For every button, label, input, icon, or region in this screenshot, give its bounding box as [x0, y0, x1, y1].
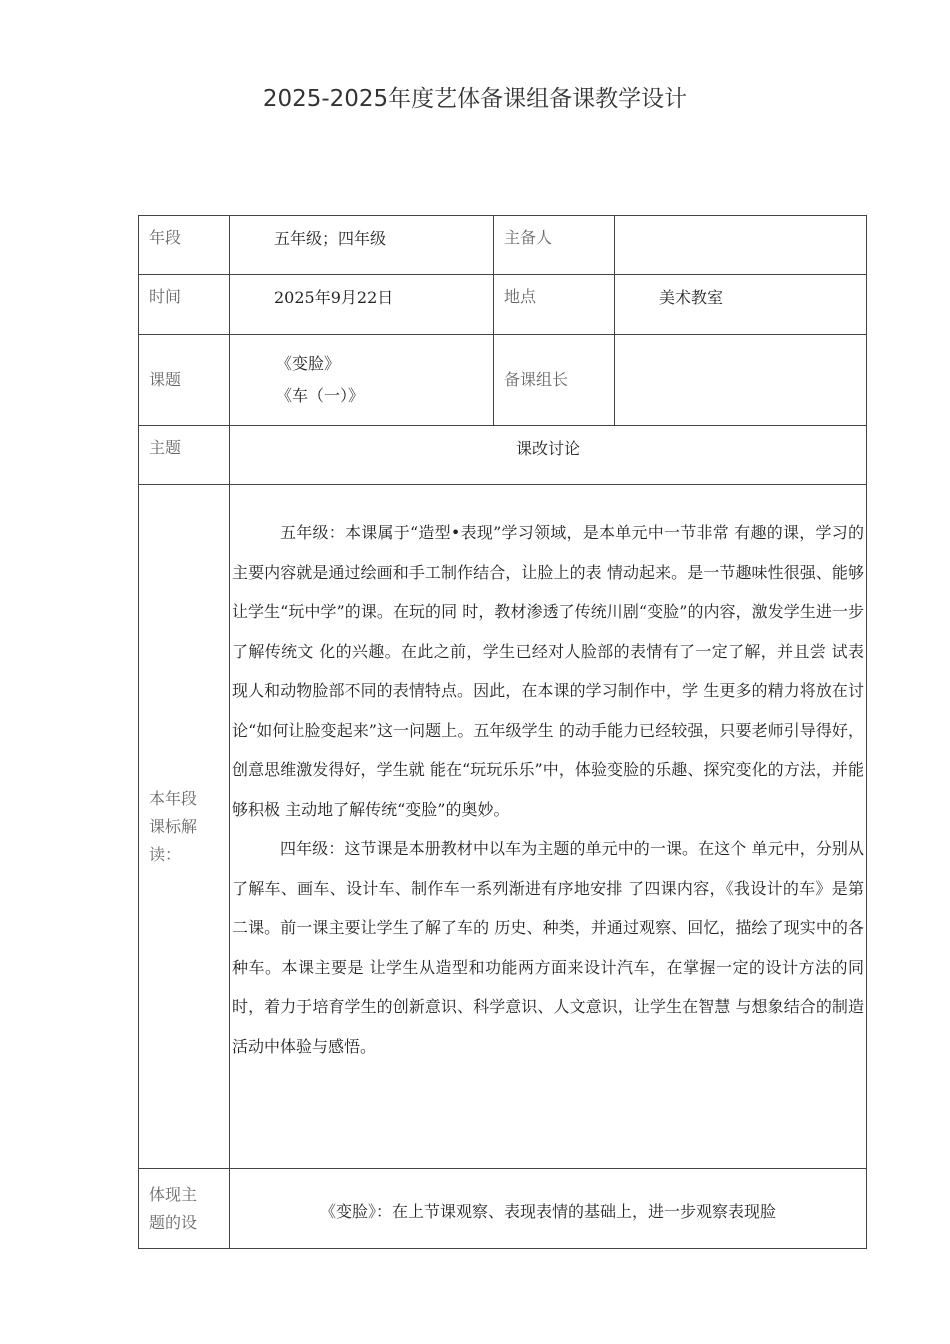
group-leader-value [615, 335, 867, 426]
lesson-plan-table [138, 215, 867, 1249]
row-grade [139, 216, 867, 275]
row-topic [139, 426, 867, 485]
grade5-paragraph: 五年级：本课属于“造型•表现”学习领域，是本单元中一节非常 有趣的课，学习的主要内容就是通过绘画和手工制作结合，让脸上的表 情动起来。是一节趣味性很强、能够让学生“玩中学”的课。在玩的同 时，教材渗透了传统川剧“变脸”的内容，激发学生进一步了解传统文 化的兴趣。在此之前，学生已经对人脸部的表情有了一定了解，并且尝 试表现人和动物脸部不同的表情特点。因此，在本课的学习制作中，学 生更多的精力将放在讨论“如何让脸变起来”这一问题上。五年级学生 的动手能力已经较强，只要老师引导得好，创意思维激发得好，学生就 能在“玩玩乐乐”中，体验变脸的乐趣、探究变化的方法，并能够积极 主动地了解传统“变脸”的奥妙。 [232, 523, 864, 819]
row-standards [139, 485, 867, 1169]
design-value: 《变脸》：在上节课观察、表现表情的基础上，进一步观察表现脸 [230, 1169, 867, 1249]
lesson-title-2: 《车（一）》 [276, 386, 365, 405]
group-leader-label: 备课组长 [494, 335, 615, 426]
document-title: 2025-2025年度艺体备课组备课教学设计 [262, 86, 688, 112]
lesson-label: 课题 [139, 335, 230, 426]
lesson-value [230, 335, 494, 426]
row-time [139, 275, 867, 335]
time-label: 时间 [139, 275, 230, 335]
standards-content [230, 485, 867, 1169]
standards-label [139, 485, 230, 1169]
design-label-line-1: 体现主 [149, 1184, 198, 1204]
design-label-line-2: 题的设 [149, 1212, 198, 1232]
row-design [139, 1169, 867, 1249]
lead-preparer-value [615, 216, 867, 275]
topic-value: 课改讨论 [230, 426, 867, 485]
row-lesson [139, 335, 867, 426]
design-label [139, 1169, 230, 1249]
topic-label: 主题 [139, 426, 230, 485]
standards-label-line-3: 读： [149, 844, 182, 864]
standards-label-line-2: 课标解 [149, 816, 198, 836]
grade-value: 五年级；四年级 [230, 216, 494, 275]
grade4-paragraph: 四年级：这节课是本册教材中以车为主题的单元中的一课。在这个 单元中，分别从了解车、画车、设计车、制作车一系列渐进有序地安排 了四课内容，《我设计的车》是第二课。前一课主要让学生了解了车的 历史、种类，并通过观察、回忆，描绘了现实中的各种车。本课主要是 让学生从造型和功能两方面来设计汽车，在掌握一定的设计方法的同 时，着力于培育学生的创新意识、科学意识、人文意识，让学生在智慧 与想象结合的制造活动中体验与感悟。 [232, 839, 864, 1056]
lead-preparer-label: 主备人 [494, 216, 615, 275]
standards-label-line-1: 本年段 [149, 788, 198, 808]
time-value: 2025年9月22日 [230, 275, 494, 335]
lesson-title-1: 《变脸》 [276, 354, 341, 373]
location-label: 地点 [494, 275, 615, 335]
grade-label: 年段 [139, 216, 230, 275]
location-value: 美术教室 [615, 275, 867, 335]
